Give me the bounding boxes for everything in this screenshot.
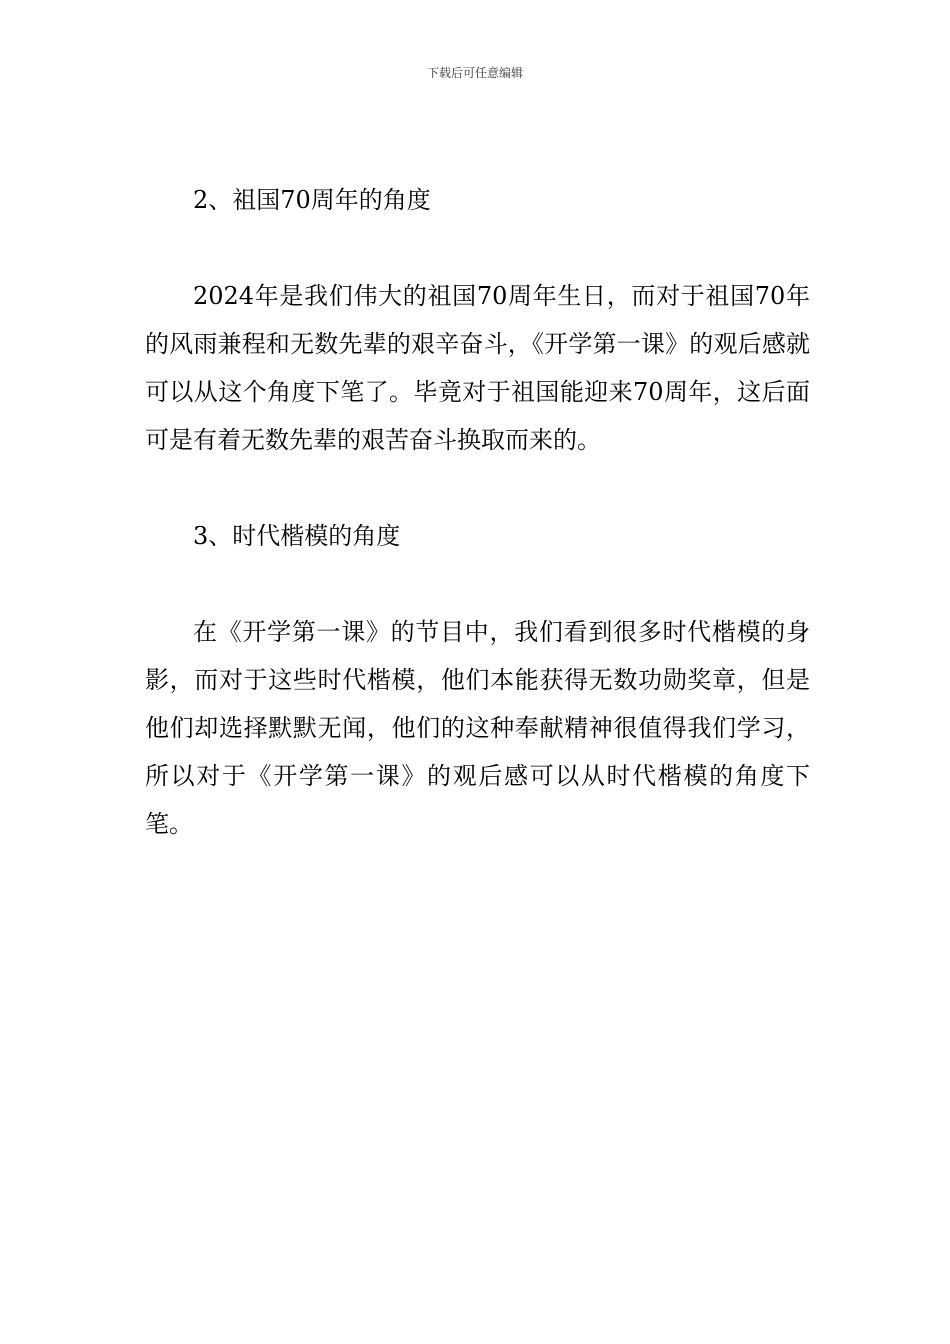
section-paragraph-3: 在《开学第一课》的节目中，我们看到很多时代楷模的身影，而对于这些时代楷模，他们本能获得无数功勋奖章，但是他们却选择默默无闻，他们的这种奉献精神很值得我们学习，所以对于《开学第一课》的观后感可以从时代楷模的角度下笔。 (145, 618, 810, 838)
section-heading-2: 2、祖国70周年的角度 (193, 186, 431, 214)
page-header: 下载后可任意编辑 (426, 66, 523, 80)
section-paragraph-2: 2024年是我们伟大的祖国70周年生日，而对于祖国70年的风雨兼程和无数先辈的艰辛奋斗，《开学第一课》的观后感就可以从这个角度下笔了。毕竟对于祖国能迎来70周年，这后面可是有着无数先辈的艰苦奋斗换取而来的。 (145, 282, 810, 454)
document-body (145, 176, 810, 848)
section-heading-3: 3、时代楷模的角度 (193, 522, 401, 550)
